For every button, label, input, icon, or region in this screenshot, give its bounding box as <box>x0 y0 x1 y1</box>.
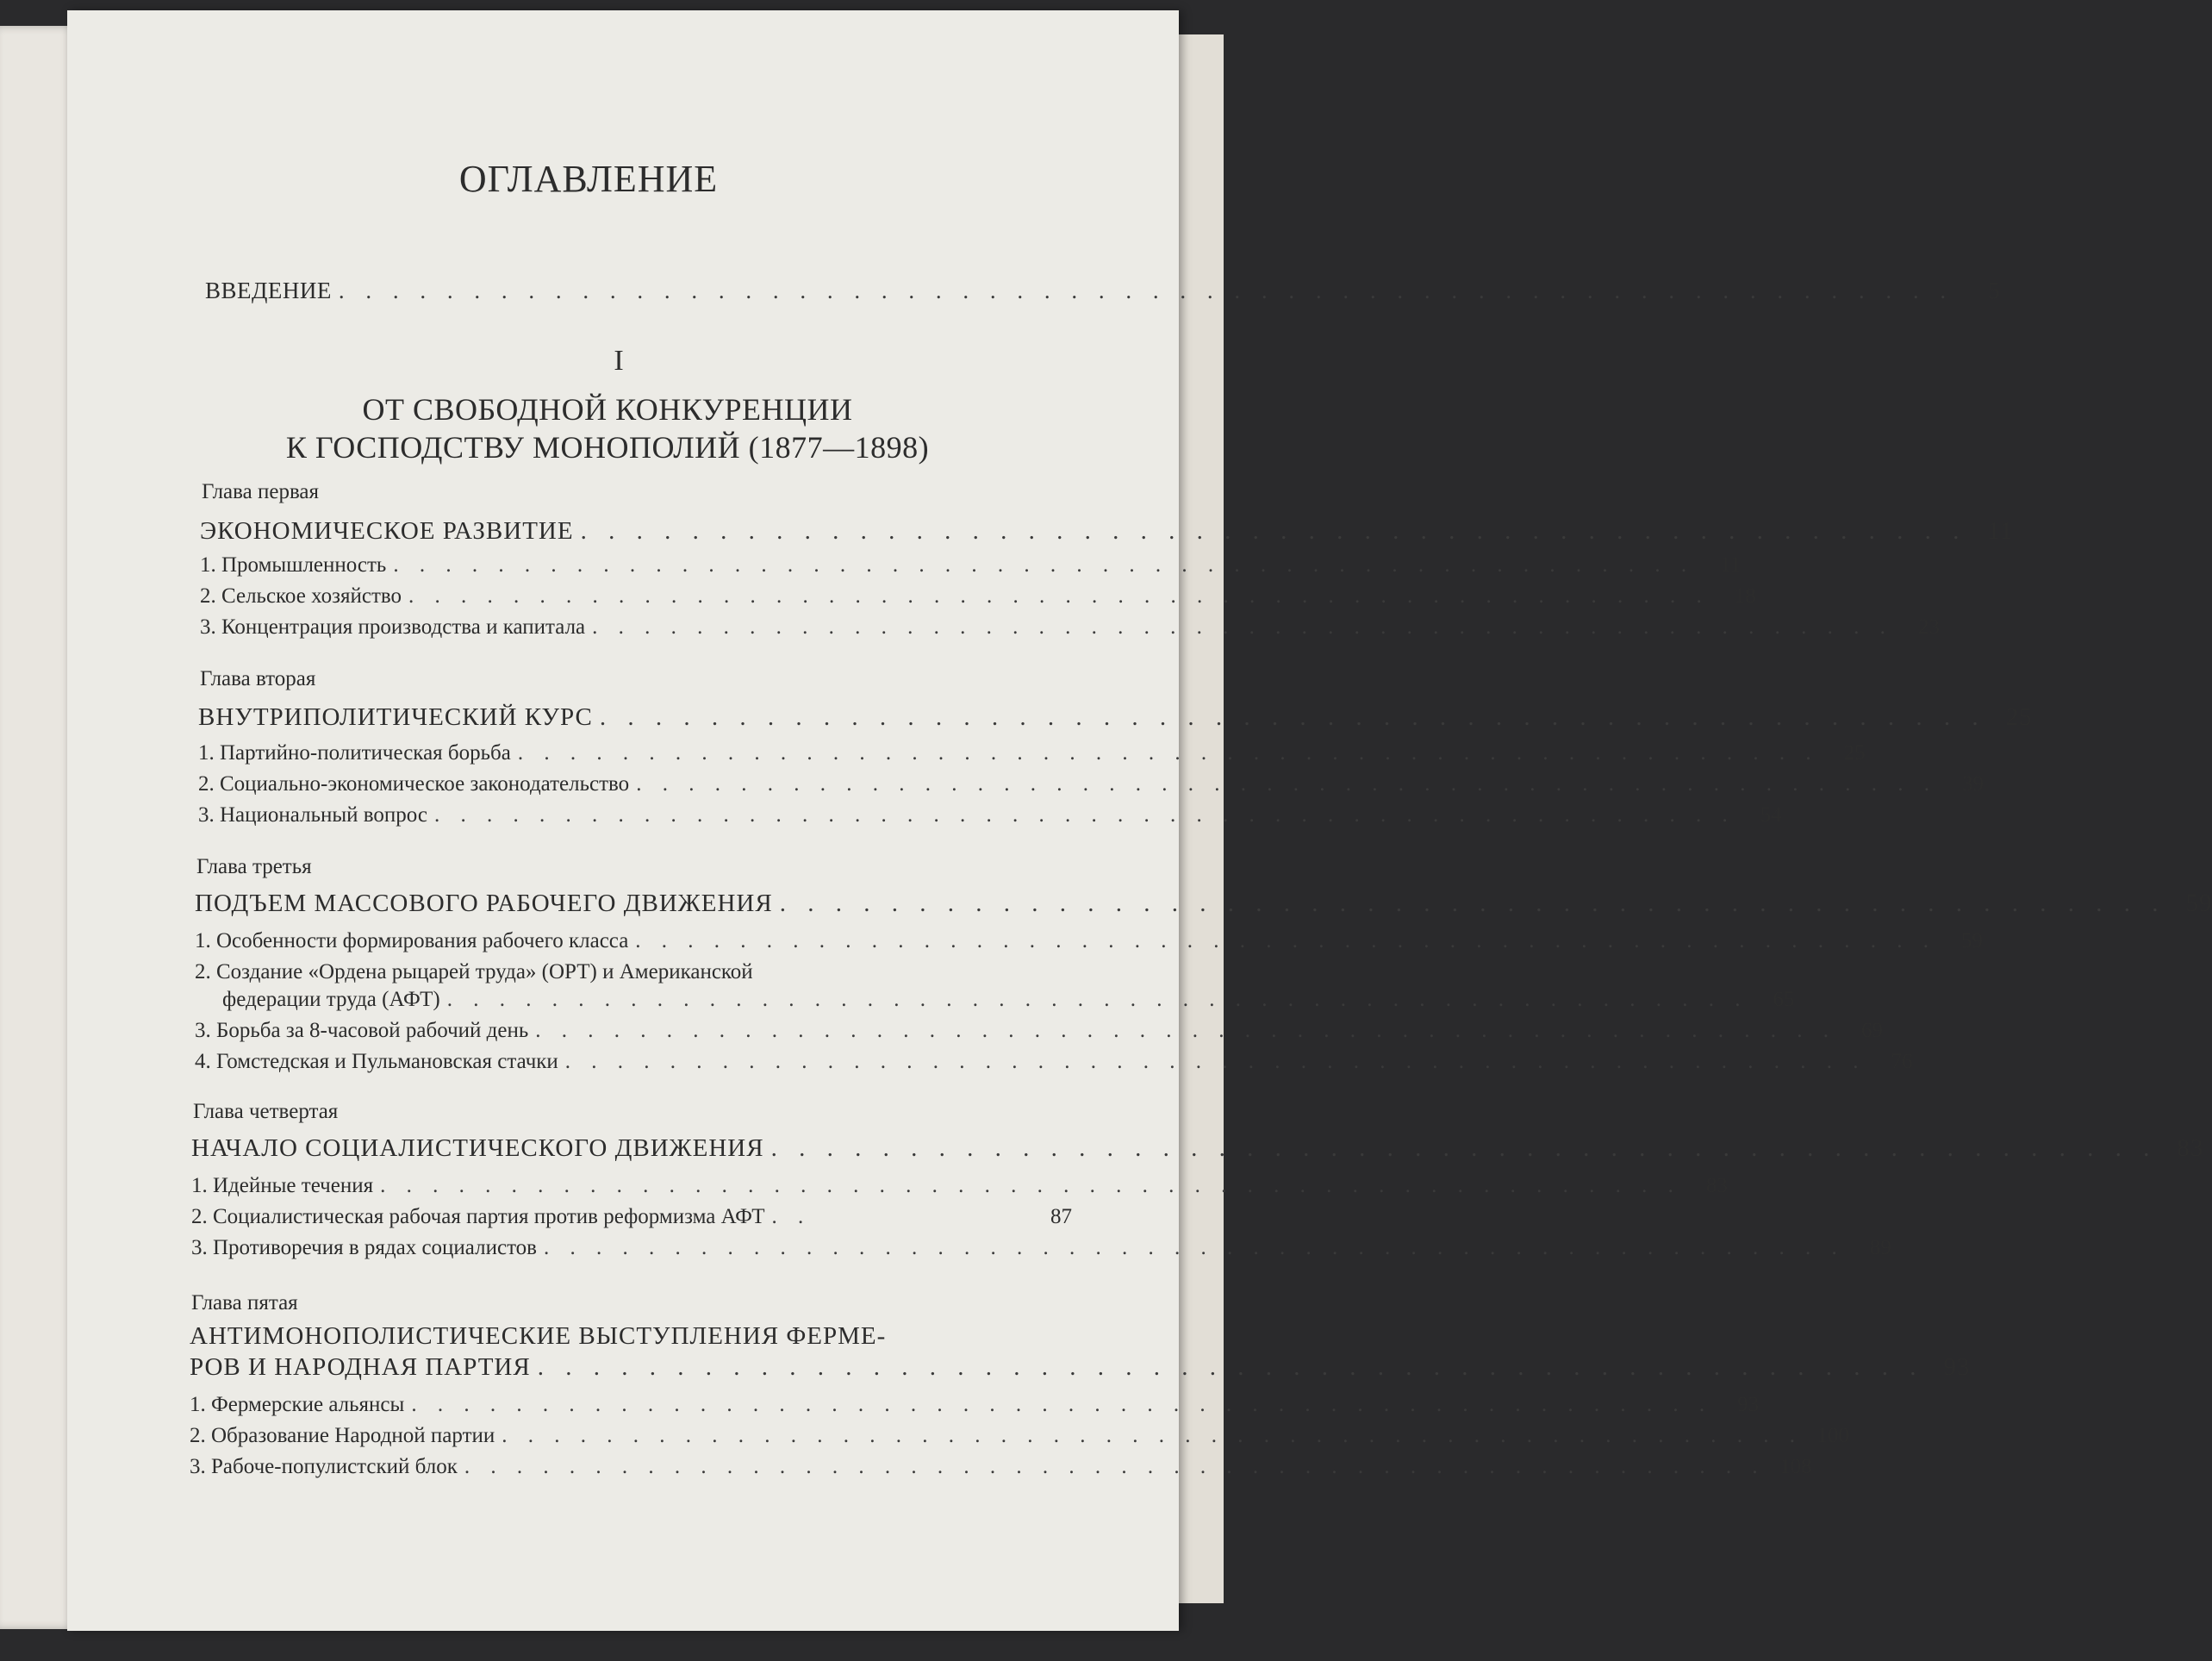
section-label-continued: федерации труда (АФТ) <box>222 988 440 1011</box>
section-entry[interactable] <box>200 615 1940 640</box>
toc-entry-intro[interactable] <box>205 278 2001 304</box>
section-page: 76 <box>1891 1050 1913 1073</box>
section-label: 3. Противоречия в рядах социалистов <box>191 1236 537 1259</box>
section-label: 3. Рабоче-популистский блок <box>190 1455 458 1478</box>
section-label: 2. Образование Народной партии <box>190 1424 495 1447</box>
chapter-page: 59 <box>2185 890 2212 917</box>
section-page: 69 <box>1861 1019 1883 1042</box>
section-entry[interactable] <box>190 1455 1812 1479</box>
leader-dots: . . . . . . . . . . . . . . . . . . . . . . . . . . . . . . . . . . . . . . . . . . . . . . . . . . <box>393 553 1695 577</box>
part-title-line1: ОТ СВОБОДНОЙ КОНКУРЕНЦИИ <box>362 392 853 427</box>
chapter-heading[interactable] <box>191 1134 2204 1163</box>
chapter-heading[interactable] <box>200 517 2014 546</box>
section-entry[interactable] <box>191 1236 1891 1260</box>
leader-dots: . . <box>771 1205 812 1228</box>
leader-dots: . . . . . . . . . . . . . . . . . . . . . . . . . . . . . . . . . . . . . . . . . . . . . . . . . . <box>592 615 1893 639</box>
chapter-title: НАЧАЛО СОЦИАЛИСТИЧЕСКОГО ДВИЖЕНИЯ <box>191 1134 764 1162</box>
leader-dots: . . . . . . . . . . . . . . . . . . . . . . . . . . . . . . . . . . . . . . . . . . . . . . . . . . <box>434 803 1735 827</box>
chapter-page: 11 <box>1987 517 2014 545</box>
section-entry[interactable] <box>195 929 1984 953</box>
chapter-heading[interactable] <box>195 890 2212 918</box>
section-entry[interactable] <box>222 988 1795 1012</box>
section-label: 1. Партийно-политическая борьба <box>198 741 511 765</box>
leader-dots: . . . . . . . . . . . . . . . . . . . . . . . . . . . . . . . . . . . . . . . . . . . . . . . . . . <box>537 1353 1924 1381</box>
section-entry[interactable] <box>198 741 1866 765</box>
section-page: 89 <box>1869 1236 1891 1259</box>
section-page: 54 <box>1760 803 1782 827</box>
section-label: 1. Промышленность <box>200 553 387 577</box>
section-entry[interactable] <box>195 1019 1883 1043</box>
entry-label: ВВЕДЕНИЕ <box>205 278 332 303</box>
leader-dots: . . . . . . . . . . . . . . . . . . . . . . . . . . . . . . . . . . . . . . . . . . . . . . . . . . . . . . . . . . . . <box>338 278 1954 303</box>
leader-dots: . . . . . . . . . . . . . . . . . . . . . . . . . . . . . . . . . . . . . . . . . . . . . . . . . . <box>580 517 1967 545</box>
section-page: 93 <box>1737 1393 1760 1416</box>
chapter-heading[interactable] <box>198 703 2033 732</box>
section-entry[interactable] <box>200 553 1742 578</box>
section-label: 3. Концентрация производства и капитала <box>200 615 586 639</box>
section-page: 25 <box>1843 741 1866 765</box>
section-page: 18 <box>1734 584 1756 608</box>
section-page: 59 <box>1961 929 1984 952</box>
chapter-label: Глава четвертая <box>193 1100 339 1123</box>
chapter-title-continued: РОВ И НАРОДНАЯ ПАРТИЯ <box>190 1353 531 1381</box>
book-page <box>67 10 2212 1631</box>
leader-dots: . . . . . . . . . . . . . . . . . . . . . . . . . . . . . . . . . . . . . . . . . . . . . . . . . . <box>635 929 1937 952</box>
chapter-title: ЭКОНОМИЧЕСКОЕ РАЗВИТИЕ <box>200 517 574 545</box>
leader-dots: . . . . . . . . . . . . . . . . . . . . . . . . . . . . . . . . . . . . . . . . . . . . . . . . . . <box>543 1236 1845 1259</box>
section-page: 83 <box>1705 1174 1728 1197</box>
section-label: 3. Национальный вопрос <box>198 803 428 827</box>
chapter-page: 93 <box>1943 1353 1971 1381</box>
section-entry[interactable] <box>191 1174 1728 1198</box>
chapter-page: 83 <box>2177 1134 2204 1162</box>
leader-dots: . . . . . . . . . . . . . . . . . . . . . . . . . . . . . . . . . . . . . . . . . . . . . . . . . . <box>408 584 1710 608</box>
section-entry[interactable] <box>190 1424 1850 1448</box>
section-entry[interactable] <box>190 1393 1760 1417</box>
section-entry[interactable] <box>191 1205 1072 1229</box>
chapter-heading[interactable] <box>190 1353 1971 1382</box>
chapter-label: Глава вторая <box>200 667 316 690</box>
leader-dots: . . . . . . . . . . . . . . . . . . . . . . . . . . . . . . . . . . . . . . . . . . . . . . . . . . <box>564 1050 1866 1073</box>
section-label: 4. Гомстедская и Пульмановская стачки <box>195 1050 558 1073</box>
chapter-title: ВНУТРИПОЛИТИЧЕСКИЙ КУРС <box>198 703 593 731</box>
section-label: 1. Особенности формирования рабочего класса <box>195 929 629 952</box>
leader-dots: . . . . . . . . . . . . . . . . . . . . . . . . . . . . . . . . . . . . . . . . . . . . . . . . . . <box>779 890 2166 917</box>
section-page: 39 <box>1961 772 1984 796</box>
section-entry[interactable] <box>198 772 1984 796</box>
leader-dots: . . . . . . . . . . . . . . . . . . . . . . . . . . . . . . . . . . . . . . . . . . . . . . . . . . <box>517 741 1819 765</box>
section-label: 2. Социально-экономическое законодательство <box>198 772 630 796</box>
facing-page-edge <box>0 26 78 1629</box>
chapter-page: 25 <box>2005 703 2033 731</box>
section-page: 11 <box>1720 553 1742 577</box>
leader-dots: . . . . . . . . . . . . . . . . . . . . . . . . . . . . . . . . . . . . . . . . . . . . . . . . . . <box>464 1455 1766 1478</box>
section-label-multiline[interactable]: 2. Создание «Ордена рыцарей труда» (ОРТ) и Американской <box>195 960 753 983</box>
part-title-line2: К ГОСПОДСТВУ МОНОПОЛИЙ (1877—1898) <box>285 430 930 465</box>
chapter-label: Глава пятая <box>191 1291 298 1314</box>
section-page: 108 <box>1779 1455 1812 1478</box>
section-label: 1. Идейные течения <box>191 1174 374 1197</box>
section-page: 23 <box>1917 615 1940 639</box>
chapter-label: Глава первая <box>202 480 320 503</box>
section-page: 65 <box>1773 988 1795 1011</box>
entry-page: 5 <box>1988 278 2001 303</box>
section-page: 100 <box>1816 1424 1850 1447</box>
leader-dots: . . . . . . . . . . . . . . . . . . . . . . . . . . . . . . . . . . . . . . . . . . . . . . . . . . <box>411 1393 1713 1416</box>
toc-title: ОГЛАВЛЕНИЕ <box>458 158 719 200</box>
section-entry[interactable] <box>198 803 1782 827</box>
leader-dots: . . . . . . . . . . . . . . . . . . . . . . . . . . . . . . . . . . . . . . . . . . . . . . . . . . <box>599 703 1986 731</box>
leader-dots: . . . . . . . . . . . . . . . . . . . . . . . . . . . . . . . . . . . . . . . . . . . . . . . . . . <box>380 1174 1681 1197</box>
section-label: 1. Фермерские альянсы <box>190 1393 405 1416</box>
chapter-label: Глава третья <box>196 855 312 878</box>
leader-dots: . . . . . . . . . . . . . . . . . . . . . . . . . . . . . . . . . . . . . . . . . . . . . . . . . . <box>535 1019 1836 1042</box>
section-label: 2. Сельское хозяйство <box>200 584 402 608</box>
chapter-title-multiline[interactable]: АНТИМОНОПОЛИСТИЧЕСКИЕ ВЫСТУПЛЕНИЯ ФЕРМЕ- <box>190 1322 887 1350</box>
section-entry[interactable] <box>200 584 1756 609</box>
leader-dots: . . . . . . . . . . . . . . . . . . . . . . . . . . . . . . . . . . . . . . . . . . . . . . . . . . <box>502 1424 1804 1447</box>
chapter-title: ПОДЪЕМ МАССОВОГО РАБОЧЕГО ДВИЖЕНИЯ <box>195 890 773 917</box>
section-label: 2. Социалистическая рабочая партия против реформизма АФТ <box>191 1205 765 1228</box>
leader-dots: . . . . . . . . . . . . . . . . . . . . . . . . . . . . . . . . . . . . . . . . . . . . . . . . . . <box>770 1134 2158 1162</box>
section-page: 87 <box>1050 1205 1072 1228</box>
leader-dots: . . . . . . . . . . . . . . . . . . . . . . . . . . . . . . . . . . . . . . . . . . . . . . . . . . <box>446 988 1748 1011</box>
leader-dots: . . . . . . . . . . . . . . . . . . . . . . . . . . . . . . . . . . . . . . . . . . . . . . . . . . <box>636 772 1937 796</box>
section-entry[interactable] <box>195 1050 1913 1074</box>
section-label: 3. Борьба за 8-часовой рабочий день <box>195 1019 529 1042</box>
part-number: I <box>614 345 624 377</box>
